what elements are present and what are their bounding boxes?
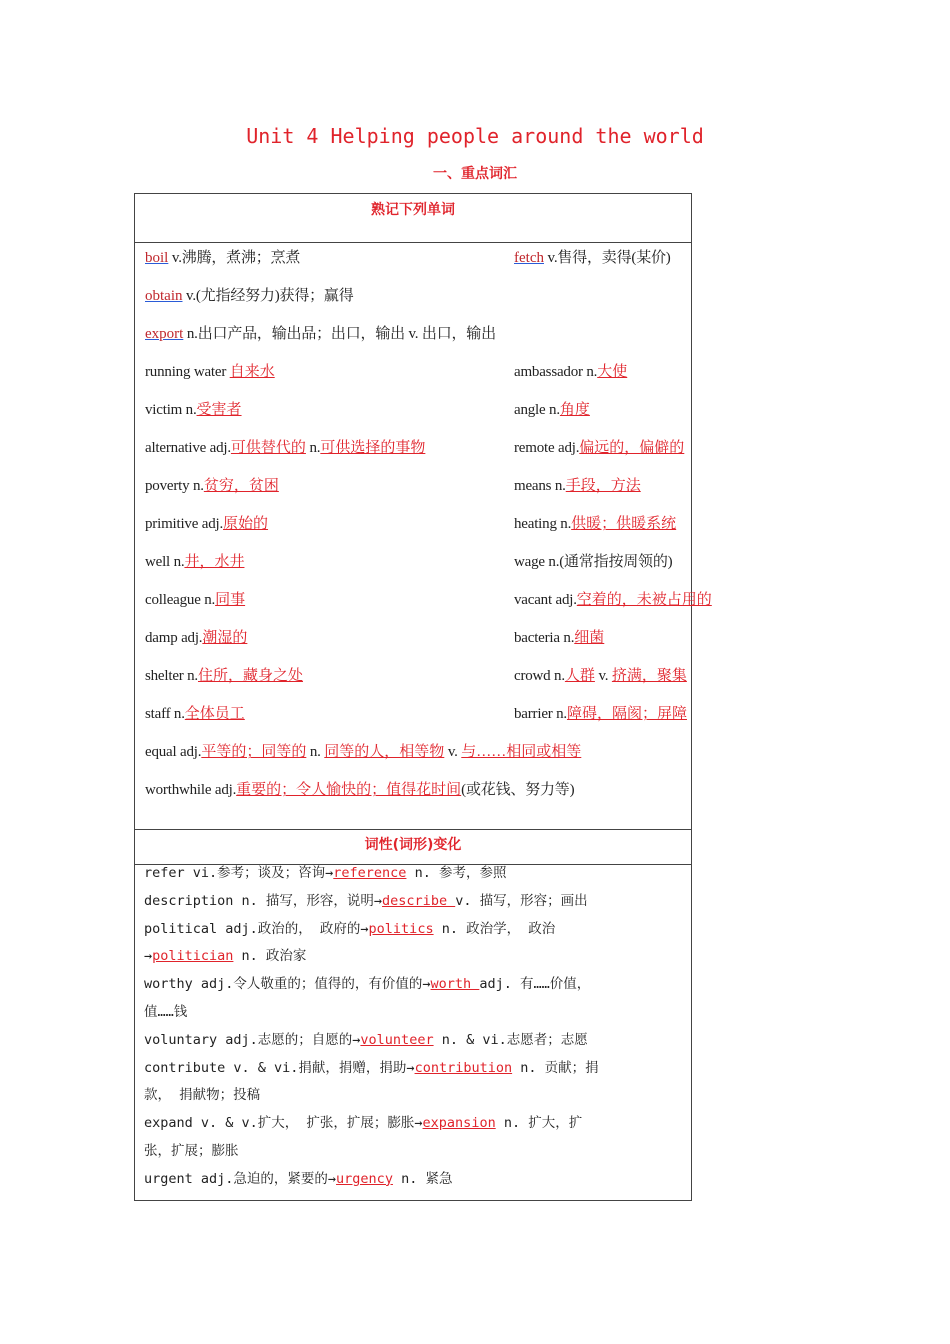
morph-line — [144, 946, 684, 966]
vocab-definition: v.(尤指经努力)获得；赢得 — [182, 288, 354, 304]
vocab-definition: crowd n. — [514, 668, 565, 684]
vocab-definition: means n. — [514, 478, 566, 494]
vocab-row — [134, 590, 712, 628]
vocab-answer: 原始的 — [223, 516, 269, 532]
page-title: Unit 4 Helping people around the world — [246, 124, 704, 148]
morph-line — [144, 1030, 684, 1050]
vocab-cell-right — [514, 628, 692, 648]
vocab-definition: staff n. — [145, 706, 185, 722]
vocab-definition: poverty n. — [145, 478, 204, 494]
vocab-definition: alternative adj. — [145, 440, 231, 456]
vocab-answer: 贫穷，贫困 — [203, 478, 279, 494]
vocab-cell-right — [514, 438, 692, 458]
morph-line — [144, 919, 684, 939]
vocab-cell-left — [145, 248, 505, 268]
vocab-cell-left — [145, 362, 505, 382]
vocab-answer: 平等的；同等的 — [201, 744, 307, 760]
vocab-answer: 住所，藏身之处 — [197, 668, 303, 684]
vocab-definition: damp adj. — [145, 630, 203, 646]
vocab-definition: colleague n. — [145, 592, 216, 608]
vocab-answer: 受害者 — [196, 402, 242, 418]
vocab-definition: v.沸腾，煮沸；烹煮 — [168, 250, 301, 266]
vocab-answer: 供暖；供暖系统 — [571, 516, 677, 532]
morph-text: n. 参考，参照 — [406, 865, 507, 881]
morph-text: 张，扩展；膨胀 — [144, 1143, 239, 1159]
vocab-definition: running water — [145, 364, 230, 380]
vocab-cell-right — [514, 590, 712, 610]
vocab-row — [134, 666, 693, 704]
morph-answer: politics — [368, 920, 434, 937]
morph-text: refer vi.参考；谈及；咨询→ — [144, 865, 334, 881]
morph-text: description n. 描写，形容，说明→ — [144, 892, 383, 909]
vocab-cell-left — [145, 704, 505, 724]
morph-text: urgent adj.急迫的，紧要的→ — [144, 1170, 337, 1187]
vocab-cell-left — [145, 590, 505, 610]
vocab-answer: 井，水井 — [184, 554, 245, 570]
vocab-definition: heating n. — [514, 516, 572, 532]
morph-text: 值……钱 — [144, 1004, 188, 1020]
vocab-answer: 人群 — [564, 668, 595, 684]
vocab-definition: worthwhile adj. — [145, 782, 237, 798]
vocab-row — [134, 628, 693, 666]
vocab-definition: wage n.(通常指按周领的) — [514, 554, 673, 570]
morph-answer: contribution — [414, 1059, 513, 1076]
vocab-word: boil — [145, 250, 169, 266]
section-heading: 一、重点词汇 — [433, 166, 517, 182]
vocab-cell-left — [145, 400, 505, 420]
vocab-definition: n.出口产品，输出品；出口，输出 v. 出口，输出 — [183, 326, 496, 342]
vocab-answer: 可供替代的 — [230, 440, 306, 456]
vocab-answer: 大使 — [597, 364, 628, 380]
vocab-cell-full — [145, 780, 692, 800]
vocab-row — [134, 362, 693, 400]
vocab-cell-right — [514, 476, 692, 496]
vocab-row — [134, 438, 693, 476]
vocab-row — [134, 514, 693, 552]
vocab-answer: 角度 — [559, 402, 590, 418]
vocab-definition: vacant adj. — [514, 592, 577, 608]
morph-text: political adj.政治的， 政府的→ — [144, 920, 369, 937]
vocab-answer: 同等的人，相等物 — [324, 744, 445, 760]
vocab-cell-right — [514, 704, 692, 724]
vocab-definition: ambassador n. — [514, 364, 598, 380]
vocab-row — [134, 324, 693, 362]
morph-answer: politician — [152, 948, 234, 965]
morph-text: worthy adj.令人敬重的；值得的，有价值的→ — [144, 976, 431, 993]
vocab-cell-full — [145, 742, 692, 762]
vocab-definition: shelter n. — [145, 668, 198, 684]
vocab-answer: 挤满，聚集 — [611, 668, 687, 684]
morph-answer: urgency — [336, 1170, 393, 1187]
morph-line — [144, 1169, 684, 1189]
morph-line — [144, 1113, 684, 1133]
vocab-row — [134, 400, 693, 438]
morph-line — [144, 1002, 684, 1022]
vocab-pos: v. — [444, 744, 462, 760]
vocab-pos: n. — [305, 440, 321, 456]
vocab-row — [134, 552, 693, 590]
morph-line — [144, 863, 684, 883]
vocab-row — [134, 704, 693, 742]
vocab-definition: victim n. — [145, 402, 197, 418]
vocab-cell-left — [145, 438, 505, 458]
vocab-cell-left — [145, 666, 505, 686]
vocab-definition: remote adj. — [514, 440, 580, 456]
vocab-pos: (或花钱、努力等) — [461, 782, 575, 798]
vocab-answer: 重要的；令人愉快的；值得花时间 — [236, 782, 462, 798]
morph-answer: reference — [333, 865, 407, 881]
vocab-cell-right — [514, 666, 692, 686]
morph-text: voluntary adj.志愿的；自愿的→ — [144, 1031, 361, 1048]
vocab-answer: 空着的，未被占用的 — [576, 592, 712, 608]
morph-line — [144, 891, 684, 911]
vocab-cell-right — [514, 514, 692, 534]
vocab-cell-right — [514, 362, 692, 382]
vocab-cell-left — [145, 514, 505, 534]
vocab-cell-right — [514, 552, 692, 572]
vocab-cell-full — [145, 324, 692, 344]
vocab-cell-left — [145, 552, 505, 572]
vocab-cell-right — [514, 400, 692, 420]
vocab-word: export — [145, 326, 184, 342]
vocab-definition: well n. — [145, 554, 185, 570]
vocab-answer: 可供选择的事物 — [320, 440, 426, 456]
morph-answer: volunteer — [360, 1031, 434, 1048]
vocab-answer: 与……相同或相等 — [461, 744, 582, 760]
vocab-answer: 障碍，隔阂；屏障 — [566, 706, 687, 722]
vocab-cell-right — [514, 248, 692, 268]
vocab-answer: 细菌 — [574, 630, 605, 646]
vocab-answer: 同事 — [215, 592, 246, 608]
vocab-word: fetch — [514, 250, 544, 266]
morph-text: n. 扩大，扩 — [495, 1115, 583, 1132]
morph-answer: worth — [430, 976, 480, 993]
morph-answer: describe — [382, 892, 456, 909]
morph-line — [144, 1058, 684, 1078]
morph-text: v. 描写，形容；画出 — [455, 892, 588, 909]
morph-text: → — [144, 948, 153, 965]
vocab-row — [134, 248, 693, 286]
morph-text: 款， 捐献物；投稿 — [144, 1087, 261, 1104]
vocab-answer: 偏远的，偏僻的 — [579, 440, 685, 456]
morph-text: contribute v. & vi.捐献，捐赠，捐助→ — [144, 1059, 415, 1076]
vocab-row — [134, 780, 693, 818]
morph-text: n. 紧急 — [392, 1170, 453, 1187]
morph-line — [144, 1141, 684, 1161]
vocab-list — [134, 242, 712, 807]
vocab-cell-full — [145, 286, 692, 306]
vocab-cell-left — [145, 476, 505, 496]
morph-text: adj. 有……价值， — [479, 976, 591, 993]
morph-text: n. 政治学， 政治 — [433, 920, 556, 937]
morph-text: n. & vi.志愿者；志愿 — [433, 1031, 588, 1048]
vocab-row — [134, 476, 693, 514]
morph-text: expand v. & v.扩大， 扩张，扩展；膨胀→ — [144, 1115, 423, 1132]
vocab-row — [134, 286, 693, 324]
morph-line — [144, 1085, 684, 1105]
morph-text: n. 政治家 — [233, 948, 307, 965]
vocab-pos: v. — [594, 668, 612, 684]
vocab-definition: v.售得，卖得(某价) — [543, 250, 671, 266]
vocab-answer: 自来水 — [229, 364, 275, 380]
vocab-answer: 全体员工 — [184, 706, 245, 722]
vocab-answer: 潮湿的 — [202, 630, 248, 646]
vocab-cell-left — [145, 628, 505, 648]
vocab-definition: primitive adj. — [145, 516, 224, 532]
vocab-definition: equal adj. — [145, 744, 202, 760]
vocab-word: obtain — [145, 288, 183, 304]
morph-line — [144, 974, 684, 994]
morph-answer: expansion — [422, 1115, 496, 1132]
vocab-table-heading: 熟记下列单词 — [371, 202, 455, 218]
vocab-pos: n. — [306, 744, 325, 760]
vocab-row — [134, 742, 693, 780]
vocab-definition: angle n. — [514, 402, 560, 418]
vocab-answer: 手段，方法 — [565, 478, 641, 494]
vocab-definition: bacteria n. — [514, 630, 575, 646]
morph-text: n. 贡献；捐 — [512, 1059, 599, 1076]
morph-table-heading: 词性(词形)变化 — [364, 837, 462, 853]
vocab-definition: barrier n. — [514, 706, 567, 722]
